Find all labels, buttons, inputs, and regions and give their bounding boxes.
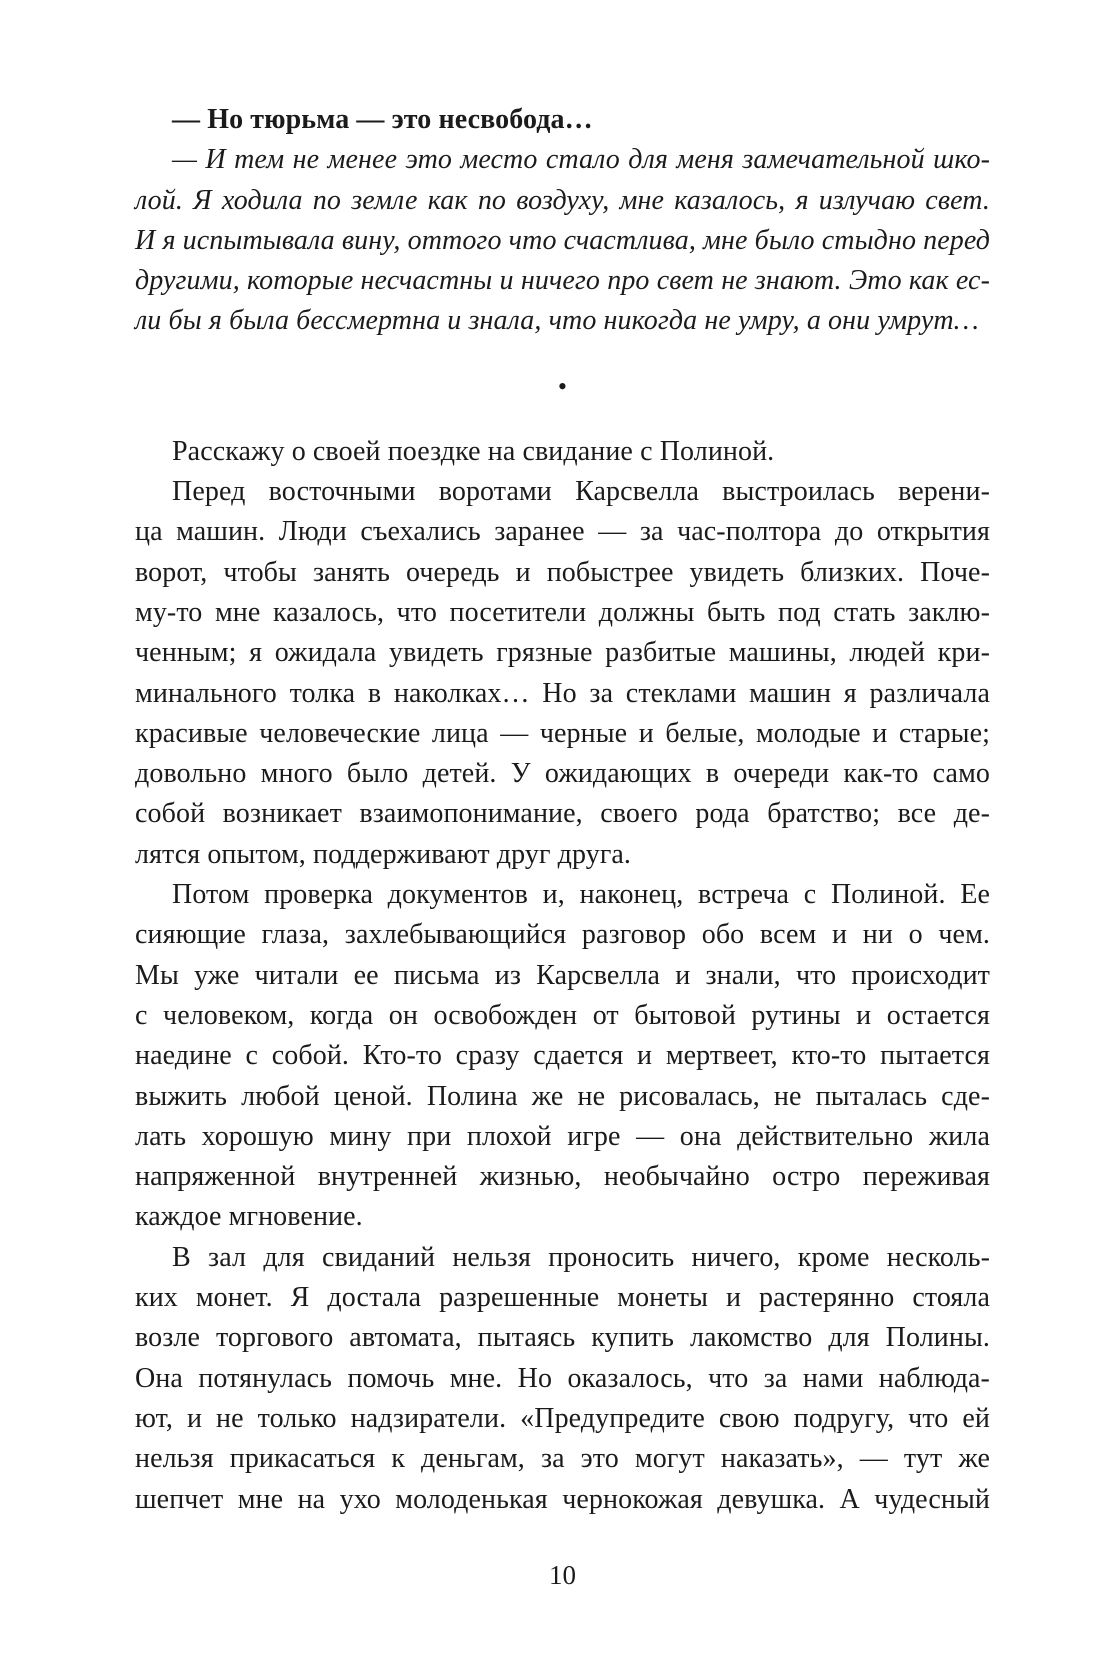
- text-line: Мы уже читали ее письма из Карсвелла и знали, что происходит: [135, 959, 990, 991]
- text-line: Расскажу о своей поездке на свидание с Полиной.: [172, 435, 775, 467]
- text-line: — Но тюрьма — это несвобода…: [172, 104, 593, 135]
- text-line: минального толка в наколках… Но за стеклами машин я различала: [135, 677, 990, 709]
- page-number: 10: [549, 1560, 576, 1590]
- text-line: ворот, чтобы занять очередь и побыстрее увидеть близких. Поче-: [135, 556, 990, 588]
- text-line: лой. Я ходила по земле как по воздуху, мне казалось, я излучаю свет.: [135, 184, 990, 216]
- text-line: лать хорошую мину при плохой игре — она действительно жила: [135, 1120, 990, 1152]
- text-line: Она потянулась помочь мне. Но оказалось, что за нами наблюда-: [135, 1362, 990, 1394]
- text-line: наедине с собой. Кто-то сразу сдается и мертвеет, кто-то пытается: [135, 1040, 990, 1072]
- text-line: другими, которые несчастны и ничего про свет не знают. Это как ес-: [135, 265, 990, 297]
- text-line: каждое мгновение.: [135, 1201, 363, 1233]
- text-line: шепчет мне на ухо молоденькая чернокожая девушка. А чудесный: [135, 1483, 990, 1515]
- paragraph-body: [135, 432, 990, 472]
- text-line: ких монет. Я достала разрешенные монеты и растерянно стояла: [135, 1282, 990, 1314]
- text-line: красивые человеческие лица — черные и белые, молодые и старые;: [135, 717, 990, 749]
- paragraph-body: [135, 472, 990, 875]
- text-line: му-то мне казалось, что посетители должны быть под стать заклю-: [135, 596, 990, 628]
- text-block: [135, 100, 990, 1520]
- text-line: напряженной внутренней жизнью, необычайно остро переживая: [135, 1161, 990, 1193]
- text-line: с человеком, когда он освобожден от бытовой рутины и остается: [135, 999, 990, 1031]
- text-line: собой возникает взаимопонимание, своего рода братство; все де-: [135, 798, 990, 830]
- section-separator: [135, 342, 990, 432]
- text-line: ли бы я была бессмертна и знала, что никогда не умру, а они умрут…: [135, 305, 979, 337]
- paragraph-dialogue-bold: [135, 100, 990, 140]
- separator-bullet-icon: •: [557, 371, 568, 401]
- text-line: лятся опытом, поддерживают друг друга.: [135, 838, 632, 870]
- paragraph-dialogue-italic: [135, 140, 990, 341]
- text-line: ченным; я ожидала увидеть грязные разбитые машины, людей кри-: [135, 637, 990, 669]
- text-line: И я испытывала вину, оттого что счастлива, мне было стыдно перед: [135, 224, 990, 256]
- text-line: выжить любой ценой. Полина же не рисовалась, не пыталась сде-: [135, 1080, 990, 1112]
- text-line: В зал для свиданий нельзя проносить ничего, кроме несколь-: [172, 1241, 990, 1273]
- text-line: Потом проверка документов и, наконец, встреча с Полиной. Ее: [172, 879, 990, 911]
- text-line: — И тем не менее это место стало для меня замечательной шко-: [172, 144, 990, 176]
- text-line: возле торгового автомата, пытаясь купить лакомство для Полины.: [135, 1322, 990, 1354]
- text-line: сияющие глаза, захлебывающийся разговор обо всем и ни о чем.: [135, 919, 990, 951]
- text-line: ют, и не только надзиратели. «Предупредите свою подругу, что ей: [135, 1402, 990, 1434]
- text-line: нельзя прикасаться к деньгам, за это могут наказать», — тут же: [135, 1443, 990, 1475]
- paragraph-body: [135, 1238, 990, 1520]
- paragraph-body: [135, 875, 990, 1238]
- text-line: довольно много было детей. У ожидающих в очереди как-то само: [135, 758, 990, 790]
- text-line: ца машин. Люди съехались заранее — за час-полтора до открытия: [135, 516, 990, 548]
- text-line: Перед восточными воротами Карсвелла выстроилась верени-: [172, 476, 990, 508]
